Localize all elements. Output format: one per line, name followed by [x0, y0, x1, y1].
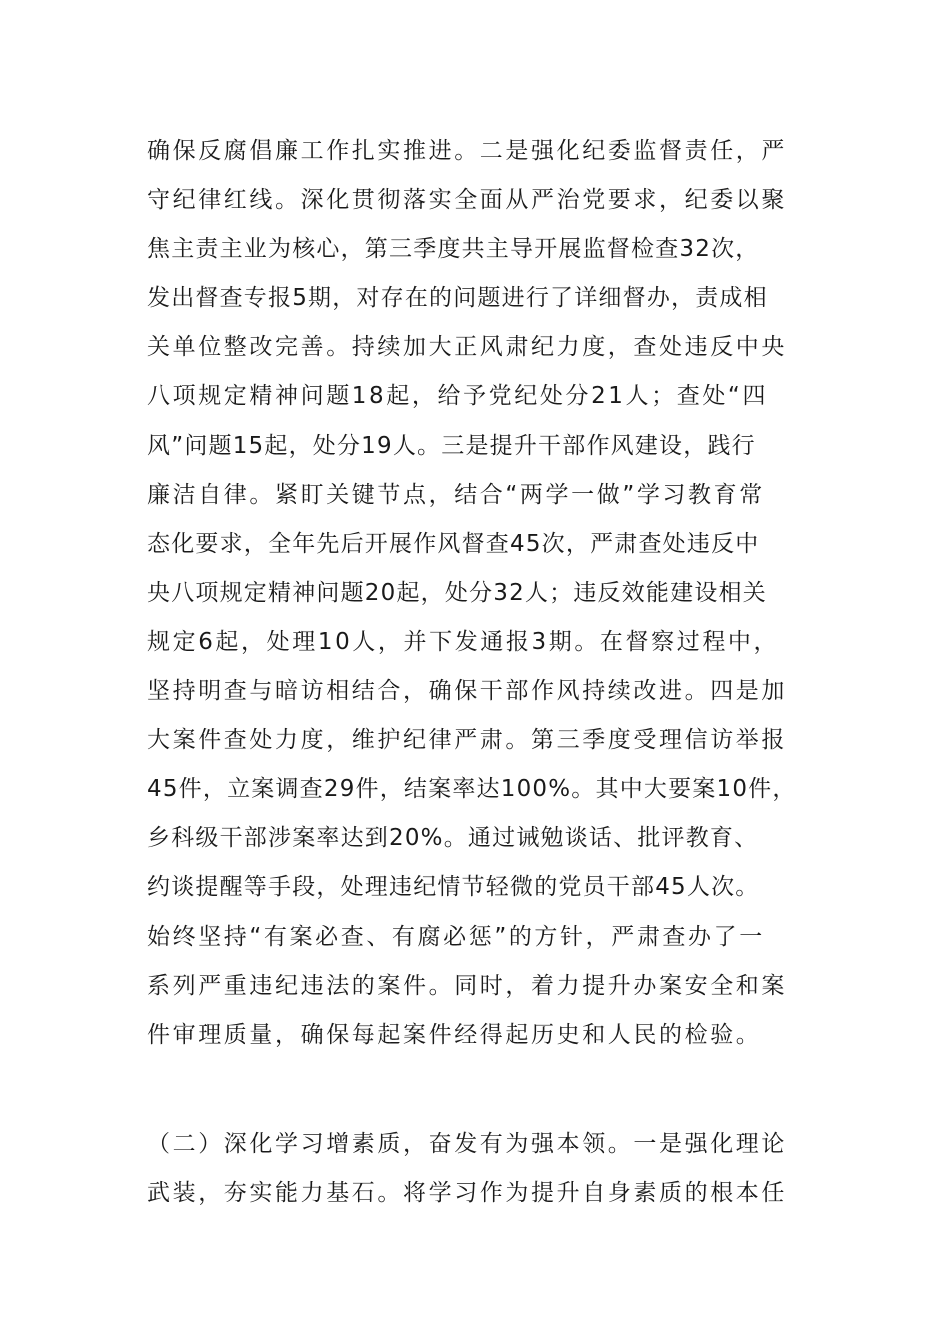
section-heading-paragraph [147, 1120, 817, 1218]
text-line: 始终坚持“有案必查、有腐必惩”的方针，严肃查办了一 [147, 923, 765, 950]
text-line: 焦主责主业为核心，第三季度共主导开展监督检查32次， [147, 236, 760, 263]
text-line: 系列严重违纪违法的案件。同时，着力提升办案安全和案 [147, 972, 787, 999]
text-line: 守纪律红线。深化贯彻落实全面从严治党要求，纪委以聚 [147, 187, 787, 214]
text-line: 八项规定精神问题18起，给予党纪处分21人；查处“四 [147, 383, 769, 410]
text-line: （二）深化学习增素质，奋发有为强本领。一是强化理论 [147, 1131, 787, 1157]
text-line: 约谈提醒等手段，处理违纪情节轻微的党员干部45人次。 [147, 874, 760, 901]
text-line: 态化要求，全年先后开展作风督查45次，严肃查处违反中 [147, 530, 760, 557]
body-paragraph [147, 127, 817, 1060]
text-line: 件审理质量，确保每起案件经得起历史和人民的检验。 [147, 1021, 762, 1048]
text-line: 发出督查专报5期，对存在的问题进行了详细督办，责成相 [147, 285, 768, 312]
text-line: 廉洁自律。紧盯关键节点，结合“两学一做”学习教育常 [147, 481, 765, 508]
text-line: 大案件查处力度，维护纪律严肃。第三季度受理信访举报 [147, 727, 787, 754]
text-line: 确保反腐倡廉工作扎实推进。二是强化纪委监督责任，严 [147, 138, 787, 164]
text-line: 规定6起，处理10人，并下发通报3期。在督察过程中， [147, 628, 780, 655]
text-line: 坚持明查与暗访相结合，确保干部作风持续改进。四是加 [147, 678, 787, 705]
text-line: 关单位整改完善。持续加大正风肃纪力度，查处违反中央 [147, 334, 787, 361]
text-line: 乡科级干部涉案率达到20%。通过诫勉谈话、批评教育、 [147, 825, 759, 852]
text-line: 央八项规定精神问题20起，处分32人；违反效能建设相关 [147, 579, 767, 606]
text-line: 武装，夯实能力基石。将学习作为提升自身素质的根本任 [147, 1180, 787, 1207]
text-line: 45件，立案调查29件，结案率达100%。其中大要案10件， [147, 776, 797, 803]
text-line: 风”问题15起，处分19人。三是提升干部作风建设，践行 [147, 432, 756, 459]
